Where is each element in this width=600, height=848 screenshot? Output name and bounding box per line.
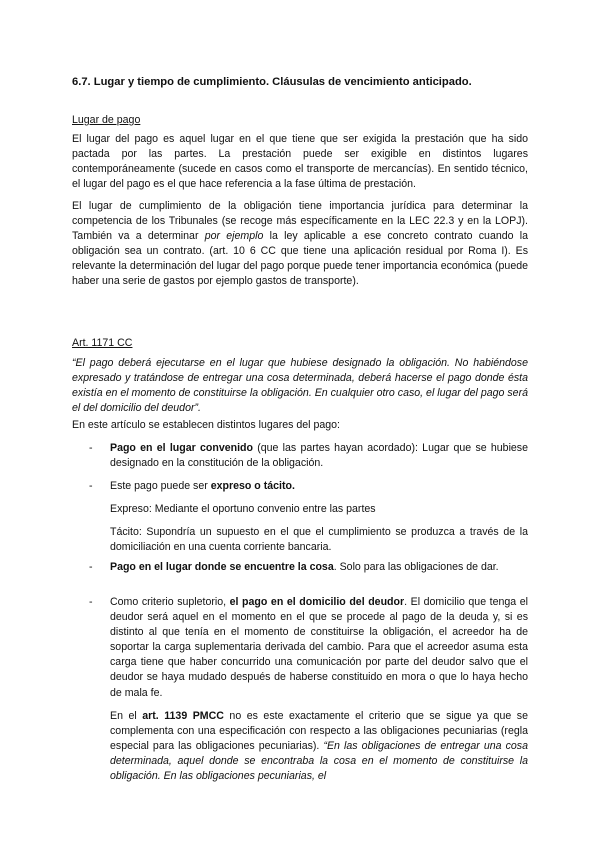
dash-bullet: - bbox=[89, 596, 93, 608]
list-item bbox=[72, 441, 528, 471]
item2-bold: expreso o tácito. bbox=[210, 480, 295, 492]
dash-bullet: - bbox=[89, 442, 93, 454]
item2-tacito: Tácito: Supondría un supuesto en el que el cumplimiento se produzca a través de la domiciliación en una cuenta corriente bancaria. bbox=[110, 526, 528, 554]
list-item bbox=[72, 479, 528, 555]
subtitle-art-1171-text: Art. 1171 CC bbox=[72, 337, 133, 349]
paragraph-lugar-definicion-text: El lugar del pago es aquel lugar en el que tiene que ser exigida la prestación que ha sido pactada por las partes. La prestación puede ser exigible en distintos lugares contemporáneamente (sucede en casos como el transporte de mercancías). En sentido técnico, el lugar del pago es el que hace referencia a la fase última de prestación. bbox=[72, 133, 528, 191]
item2-text: Este pago puede ser bbox=[110, 480, 211, 492]
item1-rest: (que las partes hayan acordado): Lugar que se hubiese designado en la constitución de la obligación. bbox=[110, 442, 528, 470]
dash-bullet: - bbox=[89, 480, 93, 492]
importancia-text-italic: por ejemplo bbox=[204, 230, 264, 243]
dash-bullet: - bbox=[89, 561, 93, 573]
item4-p2-italic: “En las obligaciones de entregar una cosa determinada, aquel donde se encontraba la cosa en el momento de constituirse la obligación. En las obligaciones pecuniarias, el bbox=[110, 739, 528, 783]
subtitle-art-1171 bbox=[72, 333, 528, 351]
item4-text-a: Como criterio supletorio, bbox=[110, 596, 230, 608]
quote-art-1171-text: “El pago deberá ejecutarse en el lugar que hubiese designado la obligación. No habiéndose expresado y tratándose de entregar una cosa determinada, deberá hacerse el pago donde ésta existía en el momento de constituirse la obligación. En cualquier otro caso, el lugar del pago será el del domicilio del deudor”. bbox=[72, 357, 528, 415]
item2-expreso: Expreso: Mediante el oportuno convenio entre las partes bbox=[110, 503, 376, 516]
subtitle-lugar-de-pago-text: Lugar de pago bbox=[72, 114, 141, 126]
item3-bold: Pago en el lugar donde se encuentre la cosa bbox=[110, 561, 334, 573]
importancia-text-b: la ley aplicable a ese concreto contrato cuando la obligación sea un contrato. (art. 10 6 CC que tiene una aplicación residual por Roma I). Es relevante la determinación del lugar del pago porque puede tener importancia económica (puede haber una serie de gastos por ejemplo gastos de transporte). bbox=[72, 230, 529, 288]
list-item bbox=[72, 595, 528, 784]
paragraph-importancia-juridica bbox=[72, 199, 528, 290]
item3-rest: . Solo para las obligaciones de dar. bbox=[333, 561, 499, 573]
paragraph-lugar-definicion bbox=[72, 132, 528, 192]
item1-bold: Pago en el lugar convenido bbox=[110, 442, 253, 454]
subtitle-lugar-de-pago bbox=[72, 110, 528, 128]
item4-rest: . El domicilio que tenga el deudor será aquel en el momento en el que se procede al pago de la deuda y, si es distinto al que tenía en el momento de constituirse la obligación, el acreedor ha de soportar la carga suplementaria derivada del cambio. Para que el acreedor asuma esta carga tiene que haber concurrido una comunicación por parte del deudor salvo que el deudor se haya mudado después de haberse constituido en mora o que lo haya hecho de mala fe. bbox=[110, 596, 528, 699]
list-item bbox=[72, 560, 528, 575]
intro-lugares-text: En este artículo se establecen distintos lugares del pago: bbox=[72, 419, 340, 431]
importancia-text-a: El lugar de cumplimiento de la obligación tiene importancia jurídica para determinar la competencia de los Tribunales (se recoge más específicamente en la LEC 22.3 y en la LOPJ). También va a determinar bbox=[72, 200, 528, 243]
section-heading: 6.7. Lugar y tiempo de cumplimiento. Cláusulas de vencimiento anticipado. bbox=[72, 76, 472, 88]
item4-p2-a: En el bbox=[110, 709, 143, 722]
item4-bold: el pago en el domicilio del deudor bbox=[229, 596, 405, 608]
quote-art-1171 bbox=[72, 356, 528, 416]
paragraph-intro-lugares bbox=[72, 418, 528, 433]
item4-p2-b: no es este exactamente el criterio que se sigue ya que se complementa con una especificación con respecto a las obligaciones pecuniarias (regla especial para las obligaciones pecuniarias). bbox=[110, 709, 528, 752]
item4-p2-bold: art. 1139 PMCC bbox=[142, 709, 224, 722]
